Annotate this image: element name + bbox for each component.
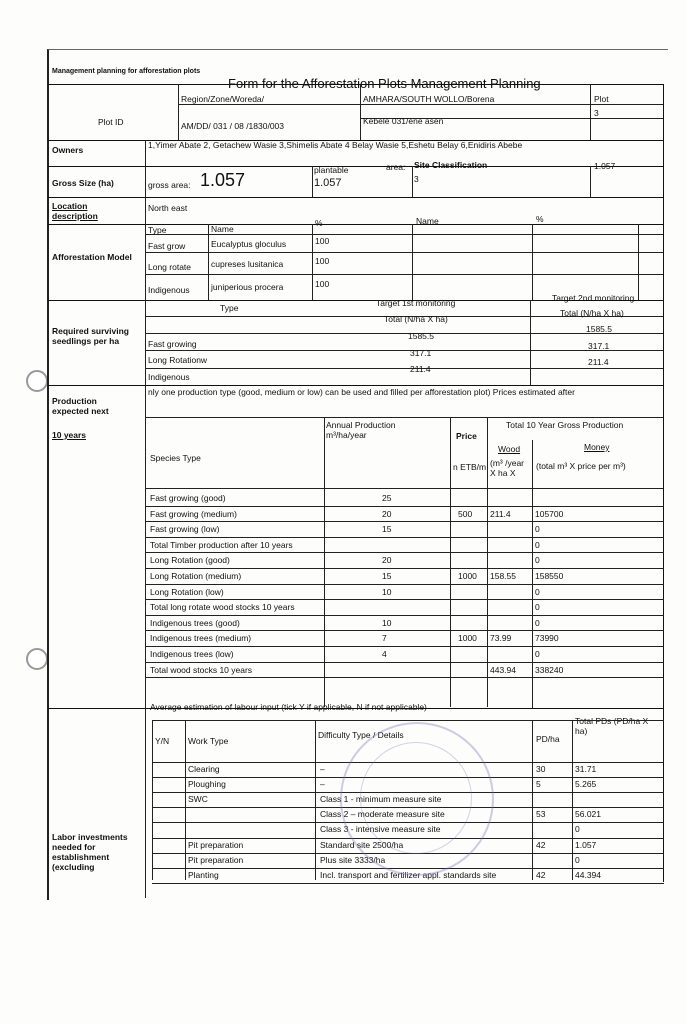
- labor-detail: Class 1 - minimum measure site: [320, 794, 442, 805]
- plantable-label: plantable: [314, 165, 349, 175]
- seedlings-target2: 1585.5: [586, 324, 612, 334]
- production-col-annual: Annual Production m³/ha/year: [326, 420, 396, 440]
- labor-work-type: Pit preparation: [188, 854, 244, 865]
- labor-pd: 42: [536, 869, 546, 880]
- afforestation-model-label: Afforestation Model: [52, 252, 132, 262]
- production-species: Long Rotation (good): [150, 555, 230, 566]
- seedlings-col-target1-sub: Total (N/ha X ha): [384, 314, 448, 324]
- labor-detail: Class 3 - intensive measure site: [320, 824, 441, 835]
- production-money: 0: [535, 555, 540, 566]
- production-annual: 4: [382, 649, 387, 659]
- seedlings-label: Required surviving seedlings per ha: [52, 326, 129, 346]
- gross-size-label: Gross Size (ha): [52, 178, 114, 188]
- production-money: 0: [535, 539, 540, 550]
- production-species: Indigenous trees (good): [150, 617, 240, 628]
- labor-label: Labor investments needed for establishment (excluding: [52, 832, 128, 872]
- seedlings-target2: 317.1: [588, 341, 610, 351]
- production-annual: 20: [382, 555, 392, 566]
- production-species: Indigenous trees (low): [150, 649, 234, 659]
- production-wood: 211.4: [490, 508, 511, 519]
- production-col-wood-sub: (m³ /year X ha X: [490, 458, 524, 478]
- production-wood: 73.99: [490, 633, 512, 644]
- area-word: area:: [386, 162, 406, 172]
- model-name: juniperious procera: [211, 282, 284, 292]
- model-type: Fast grow: [148, 241, 186, 251]
- labor-pd: 5: [536, 779, 541, 790]
- production-species: Fast growing (low): [150, 524, 220, 535]
- production-money: 0: [535, 617, 540, 628]
- production-price: 1000: [458, 571, 477, 581]
- production-species: Total wood stocks 10 years: [150, 664, 253, 675]
- production-money: 105700: [535, 508, 564, 519]
- production-money: 0: [535, 524, 540, 535]
- production-annual: 20: [382, 508, 392, 519]
- production-money: 0: [535, 602, 540, 613]
- labor-total: 44.394: [575, 869, 601, 880]
- production-wood: 158.55: [490, 571, 516, 581]
- production-col-money: Money: [584, 442, 610, 452]
- production-money: 0: [535, 586, 540, 597]
- model-pct: 100: [315, 236, 330, 246]
- labor-col-work: Work Type: [188, 736, 229, 746]
- labor-col-pd: PD/ha: [536, 734, 560, 744]
- plot-code: AM/DD/ 031 / 08 /1830/003: [181, 121, 285, 131]
- site-classification-label: Site Classification: [414, 160, 488, 170]
- labor-work-type: SWC: [188, 794, 208, 805]
- gross-right-value: 1.057: [594, 161, 616, 171]
- plantable-value: 1.057: [314, 177, 342, 189]
- production-note: nly one production type (good, medium or low) can be used and filled per afforestation plot) Prices estimated after: [148, 387, 575, 397]
- model-col-name2: Name: [416, 216, 439, 226]
- production-money: 158550: [535, 571, 564, 581]
- seedlings-type: Fast growing: [148, 339, 197, 349]
- site-classification-value: 3: [414, 174, 419, 184]
- model-type: Long rotate: [148, 262, 192, 272]
- labor-total: 5.265: [575, 779, 597, 790]
- production-money: 338240: [535, 664, 564, 675]
- model-col-pct2: %: [536, 214, 544, 224]
- production-species: Total long rotate wood stocks 10 years: [150, 602, 295, 613]
- labor-col-yn: Y/N: [155, 736, 170, 746]
- production-annual: 7: [382, 633, 387, 644]
- production-species: Total Timber production after 10 years: [150, 539, 293, 550]
- owners-value: 1,Yimer Abate 2, Getachew Wasie 3,Shimelis Abate 4 Belay Wasie 5,Eshetu Belay 6,Enidiris Abebe: [148, 140, 523, 150]
- production-species: Fast growing (medium): [150, 508, 237, 519]
- labor-total: 1.057: [575, 839, 597, 850]
- plot-id-label: Plot ID: [98, 117, 124, 127]
- location-label: Location description: [52, 201, 98, 221]
- kebele-value: Kebele 031/ene asen: [363, 116, 444, 126]
- labor-pd: 42: [536, 839, 546, 850]
- production-price: 500: [458, 508, 473, 519]
- production-annual: 10: [382, 586, 392, 597]
- production-species: Fast growing (good): [150, 493, 226, 503]
- labor-total: 0: [575, 854, 580, 865]
- model-name: cupreses lusitanica: [211, 259, 284, 269]
- labor-pd: 30: [536, 764, 546, 774]
- model-type: Indigenous: [148, 285, 190, 295]
- labor-pd: 53: [536, 809, 546, 820]
- labor-work-type: Pit preparation: [188, 839, 244, 850]
- production-label-years: 10 years: [52, 430, 87, 440]
- production-col-price: Price: [456, 431, 477, 441]
- labor-total: 0: [575, 824, 580, 835]
- labor-total: 56.021: [575, 809, 601, 820]
- labor-work-type: Ploughing: [188, 779, 226, 790]
- model-col-type: Type: [148, 225, 167, 235]
- model-pct: 100: [315, 256, 330, 266]
- region-value: AMHARA/SOUTH WOLLO/Borena: [363, 94, 495, 104]
- labor-total: 31.71: [575, 764, 597, 774]
- punch-hole: [26, 370, 48, 392]
- official-stamp-inner: [360, 742, 472, 854]
- production-price: 1000: [458, 633, 477, 644]
- production-species: Indigenous trees (medium): [150, 633, 252, 644]
- gross-area-label: gross area:: [148, 180, 191, 190]
- production-col-price-sub: n ETB/m: [453, 462, 487, 472]
- form-title: Form for the Afforestation Plots Management Planning: [228, 76, 541, 91]
- production-money: 0: [535, 649, 540, 659]
- seedlings-type: Long Rotationw: [148, 355, 208, 365]
- labor-work-type: Planting: [188, 869, 219, 880]
- owners-label: Owners: [52, 145, 84, 155]
- seedlings-col-type: Type: [220, 303, 239, 313]
- plot-number-label: Plot: [594, 94, 609, 104]
- seedlings-target1: 317.1: [410, 348, 432, 358]
- production-annual: 15: [382, 571, 392, 581]
- punch-hole: [26, 648, 48, 670]
- production-annual: 10: [382, 617, 392, 628]
- production-col-species: Species Type: [150, 453, 201, 463]
- production-species: Long Rotation (low): [150, 586, 224, 597]
- labor-detail: Standard site 2500/ha: [320, 839, 404, 850]
- production-label: Production expected next: [52, 396, 109, 416]
- labor-note: Average estimation of labour input (tick Y if applicable, N if not applicable): [150, 702, 427, 712]
- seedlings-target1: 211.4: [410, 364, 431, 374]
- region-label: Region/Zone/Woreda/: [181, 94, 265, 104]
- location-value: North east: [148, 203, 188, 213]
- plot-number-value: 3: [594, 108, 599, 118]
- section-label: Management planning for afforestation plots: [52, 68, 201, 75]
- labor-detail: –: [320, 764, 325, 774]
- model-col-pct: %: [315, 218, 323, 228]
- production-col-wood: Wood: [498, 444, 521, 454]
- production-col-total: Total 10 Year Gross Production: [506, 420, 624, 430]
- seedlings-col-target1: Target 1st monitoring: [376, 298, 456, 308]
- gross-area-value: 1.057: [200, 170, 246, 190]
- labor-detail: –: [320, 779, 325, 790]
- labor-detail: Plus site 3333/ha: [320, 854, 386, 865]
- labor-work-type: Clearing: [188, 764, 220, 774]
- seedlings-type: Indigenous: [148, 372, 190, 382]
- production-annual: 15: [382, 524, 392, 535]
- production-col-money-sub: (total m³ X price per m³): [536, 461, 626, 471]
- production-species: Long Rotation (medium): [150, 571, 242, 581]
- model-col-name: Name: [211, 224, 234, 234]
- model-pct: 100: [315, 279, 330, 289]
- seedlings-col-target2: Target 2nd monitoring: [552, 293, 635, 303]
- labor-detail: Incl. transport and fertilizer appl. standards site: [320, 869, 497, 880]
- production-money: 73990: [535, 633, 559, 644]
- production-wood: 443.94: [490, 664, 516, 675]
- seedlings-target1: 1585.5: [408, 331, 434, 341]
- model-name: Eucalyptus gloculus: [211, 239, 287, 249]
- seedlings-target2: 211.4: [588, 357, 609, 367]
- production-annual: 25: [382, 493, 392, 503]
- seedlings-col-target2-sub: Total (N/ha X ha): [560, 308, 624, 318]
- labor-detail: Class 2 – moderate measure site: [320, 809, 445, 820]
- labor-col-total: Total PDs (PD/ha X ha): [575, 716, 649, 736]
- labor-col-difficulty: Difficulty Type / Details: [318, 730, 404, 740]
